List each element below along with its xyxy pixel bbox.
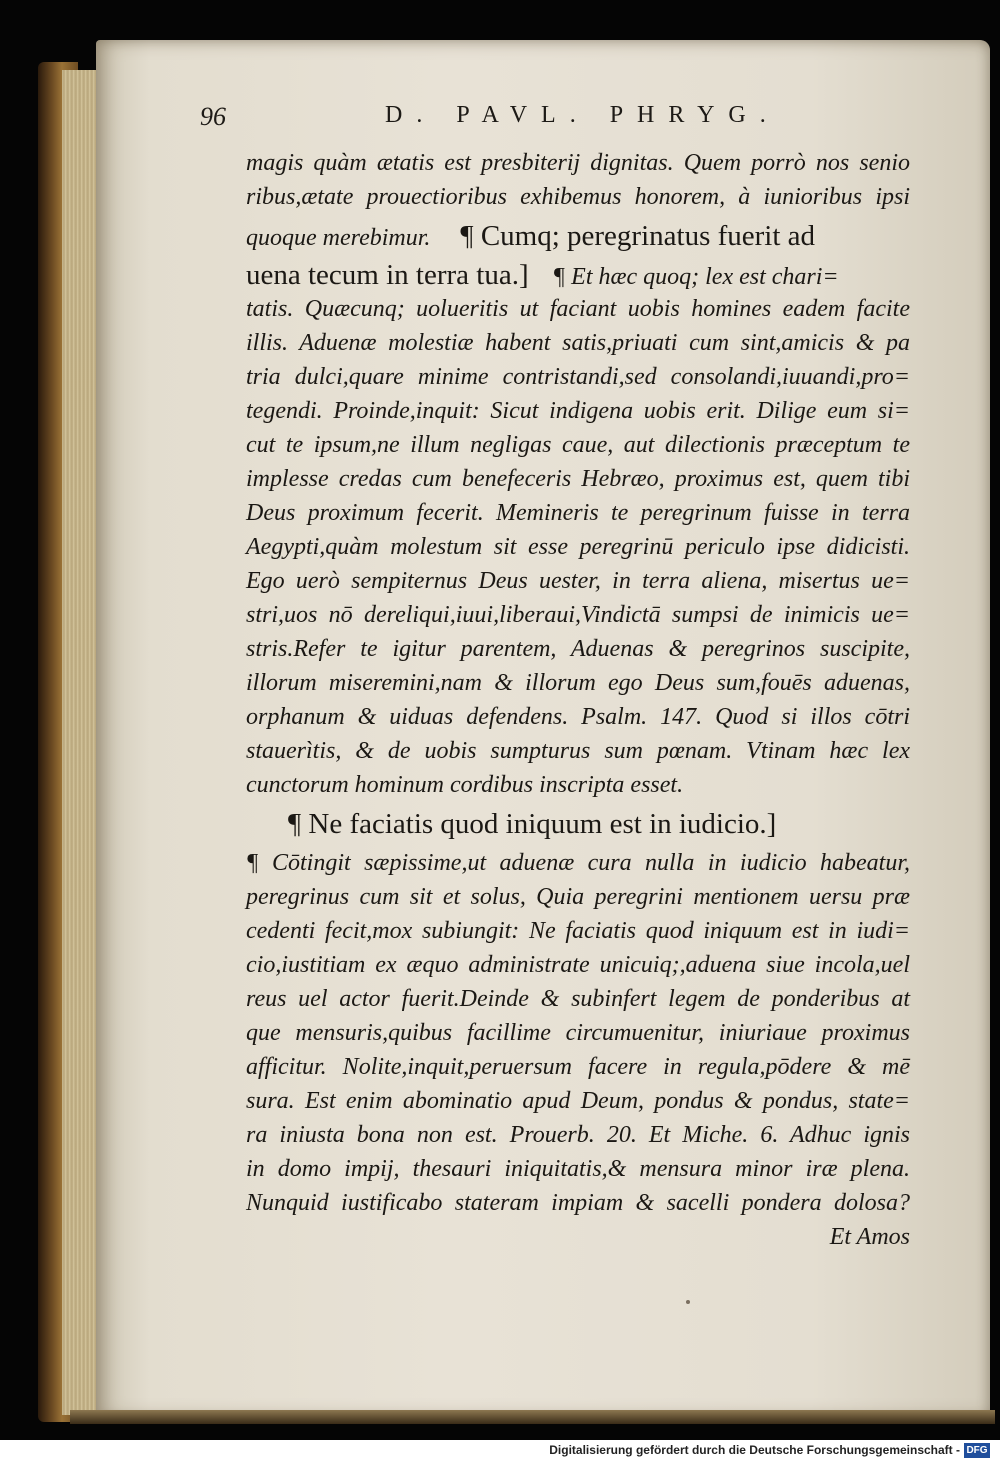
- paper-speck: [686, 1300, 690, 1304]
- text-segment: ¶ Et hæc quoq; lex est chari=: [552, 264, 839, 290]
- text-line: cunctorum hominum cordibus inscripta esset.: [246, 772, 684, 798]
- text-line: stri,uos nō dereliqui,iuui,liberaui,Vindictā sumpsi de inimicis ue=: [246, 602, 910, 628]
- text-line: afficitur. Nolite,inquit,peruersum facere in regula,pōdere & mē: [246, 1054, 910, 1080]
- text-line: magis quàm ætatis est presbiterij dignitas. Quem porrò nos senio: [246, 150, 910, 176]
- text-line: cedenti fecit,mox subiungit: Ne faciatis quod iniquum est in iudi=: [246, 918, 910, 944]
- footer-credit: Digitalisierung gefördert durch die Deutsche Forschungsgemeinschaft -: [549, 1443, 960, 1457]
- text-line: tatis. Quæcunq; uolueritis ut faciant uobis homines eadem facite: [246, 296, 910, 322]
- text-line: Aegypti,quàm molestum sit esse peregrinū periculo ipse didicisti.: [246, 534, 910, 560]
- text-line: stauerìtis, & de uobis sumpturus sum pœnam. Vtinam hæc lex: [246, 738, 910, 764]
- text-line: implesse credas cum benefeceris Hebræo, proximus est, quem tibi: [246, 466, 910, 492]
- text-segment: quoque merebimur.: [246, 225, 431, 251]
- page-header: [200, 102, 920, 142]
- text-line: tria dulci,quare minime contristandi,sed consolandi,iuuandi,pro=: [246, 364, 910, 390]
- text-line: peregrinus cum sit et solus, Quia peregrini mentionem uersu præ: [246, 884, 910, 910]
- text-line: cut te ipsum,ne illum negligas caue, aut dilectionis præceptum te: [246, 432, 910, 458]
- lemma-line: ¶ Ne faciatis quod iniquum est in iudicio.]: [288, 808, 777, 840]
- lemma-text: uena tecum in terra tua.]: [246, 259, 529, 291]
- text-line: orphanum & uiduas defendens. Psalm. 147. Quod si illos cōtri: [246, 704, 910, 730]
- text-line: ¶ Cōtingit sæpissime,ut aduenæ cura nulla in iudicio habeatur,: [246, 850, 910, 876]
- text-line: Ego uerò sempiternus Deus uester, in terra aliena, misertus ue=: [246, 568, 910, 594]
- text-line: tegendi. Proinde,inquit: Sicut indigena uobis erit. Dilige eum si=: [246, 398, 910, 424]
- text-line: reus uel actor fuerit.Deinde & subinfert legem de ponderibus at: [246, 986, 910, 1012]
- text-line: illis. Aduenæ molestiæ habent satis,priuati cum sint,amicis & pa: [246, 330, 910, 356]
- digitization-footer: [0, 1440, 1000, 1463]
- text-line: cio,iustitiam ex æquo administrate unicuiq;,aduena siue incola,uel: [246, 952, 910, 978]
- body-text: [246, 146, 910, 1254]
- catchword: Et Amos: [829, 1224, 910, 1250]
- running-head: D. PAVL. PHRYG.: [385, 102, 780, 128]
- text-line: sura. Est enim abominatio apud Deum, pondus & pondus, state=: [246, 1088, 910, 1114]
- page-number: 96: [200, 102, 226, 131]
- text-line: Deus proximum fecerit. Memineris te peregrinum fuisse in terra: [246, 500, 910, 526]
- text-line: Nunquid iustificabo stateram impiam & sacelli pondera dolosa?: [246, 1190, 910, 1216]
- text-line: [246, 214, 910, 258]
- text-line: [246, 258, 910, 292]
- page-bottom-edge: [70, 1410, 995, 1424]
- text-line: que mensuris,quibus facillime circumuenitur, iniuriaue proximus: [246, 1020, 910, 1046]
- text-line: in domo impij, thesauri iniquitatis,& mensura minor iræ plena.: [246, 1156, 910, 1182]
- text-line: illorum miseremini,nam & illorum ego Deus sum,fouēs aduenas,: [246, 670, 910, 696]
- text-line: ribus,ætate prouectioribus exhibemus honorem, à iunioribus ipsi: [246, 184, 910, 210]
- text-line: stris.Refer te igitur parentem, Aduenas & peregrinos suscipite,: [246, 636, 910, 662]
- dfg-logo-icon: DFG: [964, 1443, 990, 1458]
- text-line: ra iniusta bona non est. Prouerb. 20. Et Miche. 6. Adhuc ignis: [246, 1122, 910, 1148]
- page-stack-edges: [62, 70, 100, 1415]
- lemma-text: ¶ Cumq; peregrinatus fuerit ad: [460, 220, 816, 252]
